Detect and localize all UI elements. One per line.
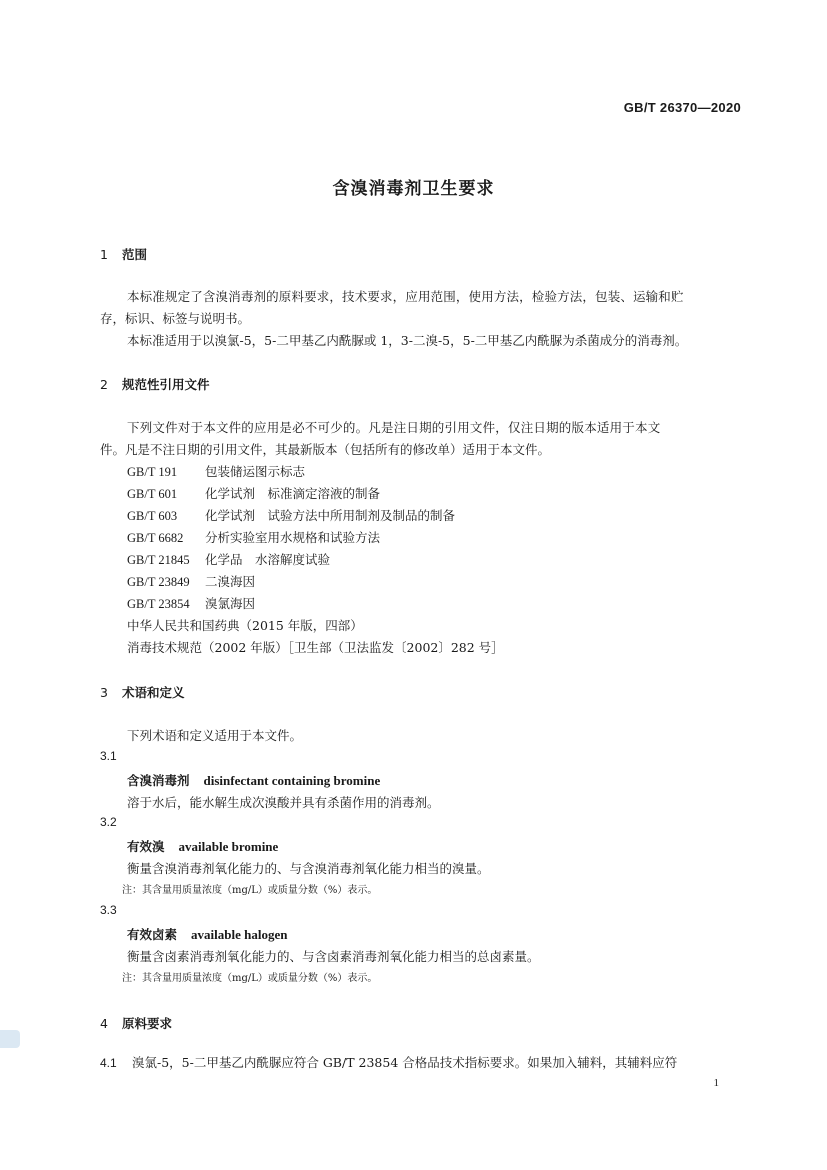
reference-item: 消毒技术规范（2002 年版）［卫生部（卫法监发〔2002〕282 号］ <box>127 640 504 655</box>
reference-code: GB/T 6682 <box>127 531 184 545</box>
term-en: disinfectant containing bromine <box>203 773 381 788</box>
section-number: 4 <box>100 1016 108 1031</box>
document-title: 含溴消毒剂卫生要求 <box>332 179 495 199</box>
reference-name: 包装储运图示标志 <box>205 464 306 479</box>
section-title: 范围 <box>122 247 148 262</box>
section-title: 原料要求 <box>122 1016 173 1031</box>
reference-item <box>127 462 305 480</box>
section-1-heading <box>100 245 147 263</box>
paragraph: 存，标识、标签与说明书。 <box>100 311 251 326</box>
section-4-heading <box>100 1014 172 1032</box>
clause-4-1 <box>100 1053 677 1071</box>
section-title: 规范性引用文件 <box>122 377 210 392</box>
paragraph: 下列文件对于本文件的应用是必不可少的。凡是注日期的引用文件，仅注日期的版本适用于本文 <box>127 420 661 435</box>
clause-text: 溴氯-5，5-二甲基乙内酰脲应符合 GB/T 23854 合格品技术指标要求。如果加入辅料，其辅料应符 <box>132 1055 678 1070</box>
term-number: 3.3 <box>100 903 117 917</box>
term-definition: 衡量含溴消毒剂氧化能力的、与含溴消毒剂氧化能力相当的溴量。 <box>127 861 490 876</box>
reference-name: 二溴海因 <box>205 574 256 589</box>
reference-name: 化学试剂 试验方法中所用制剂及制品的制备 <box>205 508 456 523</box>
term-number: 3.2 <box>100 815 117 829</box>
term-cn: 有效卤素 <box>127 927 178 942</box>
term-cn: 含溴消毒剂 <box>127 773 190 788</box>
reference-item <box>127 506 455 524</box>
reference-item <box>127 484 380 502</box>
reference-name: 分析实验室用水规格和试验方法 <box>205 530 381 545</box>
page-number: 1 <box>713 1077 719 1089</box>
reference-code: GB/T 601 <box>127 487 178 501</box>
reference-item <box>127 594 255 612</box>
clause-number: 4.1 <box>100 1056 117 1070</box>
term-heading <box>127 925 287 943</box>
section-number: 1 <box>100 247 108 262</box>
section-title: 术语和定义 <box>122 685 185 700</box>
reference-item <box>127 550 330 568</box>
reference-code: GB/T 23849 <box>127 575 190 589</box>
term-definition: 衡量含卤素消毒剂氧化能力的、与含卤素消毒剂氧化能力相当的总卤素量。 <box>127 949 540 964</box>
reference-name: 溴氯海因 <box>205 596 256 611</box>
reference-code: GB/T 21845 <box>127 553 190 567</box>
term-en: available bromine <box>178 839 279 854</box>
term-heading <box>127 771 380 789</box>
section-2-heading <box>100 375 210 393</box>
paragraph: 下列术语和定义适用于本文件。 <box>127 728 303 743</box>
term-heading <box>127 837 278 855</box>
reference-name: 化学试剂 标准滴定溶液的制备 <box>205 486 381 501</box>
reference-code: GB/T 23854 <box>127 597 190 611</box>
paragraph: 本标准适用于以溴氯-5，5-二甲基乙内酰脲或 1，3-二溴-5，5-二甲基乙内酰脲为杀菌成分的消毒剂。 <box>127 333 688 348</box>
term-number: 3.1 <box>100 749 117 763</box>
term-en: available halogen <box>191 927 288 942</box>
reference-item <box>127 528 380 546</box>
reference-item: 中华人民共和国药典（2015 年版，四部） <box>127 618 363 633</box>
reference-code: GB/T 603 <box>127 509 178 523</box>
term-cn: 有效溴 <box>127 839 165 854</box>
reference-code: GB/T 191 <box>127 465 178 479</box>
paragraph: 件。凡是不注日期的引用文件，其最新版本（包括所有的修改单）适用于本文件。 <box>100 442 551 457</box>
reference-name: 化学品 水溶解度试验 <box>205 552 331 567</box>
standard-code: GB/T 26370—2020 <box>623 100 741 115</box>
paragraph: 本标准规定了含溴消毒剂的原料要求，技术要求，应用范围，使用方法，检验方法，包装、运输和贮 <box>127 289 684 304</box>
section-3-heading <box>100 683 185 701</box>
term-note: 注：其含量用质量浓度（mg/L）或质量分数（%）表示。 <box>122 885 378 896</box>
term-note: 注：其含量用质量浓度（mg/L）或质量分数（%）表示。 <box>122 973 378 984</box>
term-definition: 溶于水后，能水解生成次溴酸并具有杀菌作用的消毒剂。 <box>127 795 440 810</box>
reference-item <box>127 572 255 590</box>
side-tab-icon <box>0 1030 20 1048</box>
section-number: 2 <box>100 377 108 392</box>
section-number: 3 <box>100 685 108 700</box>
